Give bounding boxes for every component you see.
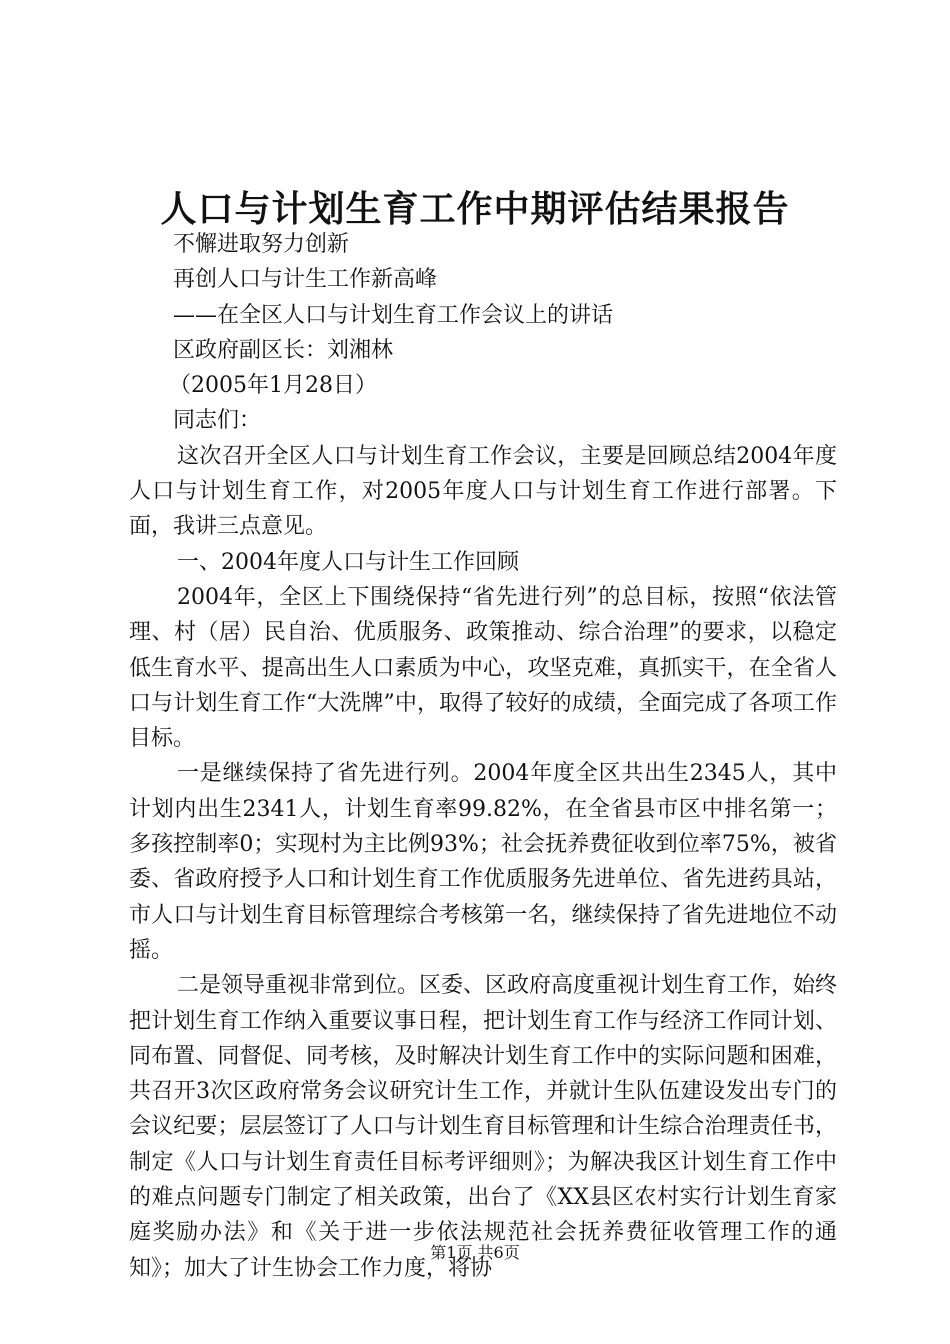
page-indicator: 第1页 共6页 — [430, 1243, 520, 1262]
document-title: 人口与计划生育工作中期评估结果报告 — [160, 188, 790, 230]
paragraph-overview: 2004年，全区上下围绕保持“省先进行列”的总目标，按照“依法管理、村（居）民自治、优质服务、政策推动、综合治理”的要求，以稳定低生育水平、提高出生人口素质为中心，攻坚克难，真抓实干，在全省人口与计划生育工作“大洗牌”中，取得了较好的成绩，全面完成了各项工作目标。 — [129, 584, 837, 752]
speaker-line: 区政府副区长：刘湘林 — [173, 337, 394, 363]
slogan-line-2: 再创人口与计生工作新高峰 — [173, 267, 438, 293]
document-body — [129, 227, 837, 1286]
paragraph-point-2: 二是领导重视非常到位。区委、区政府高度重视计划生育工作，始终把计划生育工作纳入重要议事日程，把计划生育工作与经济工作同计划、同布置、同督促、同考核，及时解决计划生育工作中的实际问题和困难，共召开3次区政府常务会议研究计生工作，并就计生队伍建设发出专门的会议纪要；层层签订了人口与计划生育目标管理和计生综合治理责任书，制定《人口与计划生育责任目标考评细则》；为解决我区计划生育工作中的难点问题专门制定了相关政策，出台了《XX县区农村实行计划生育家庭奖励办法》和《关于进一步依法规范社会抚养费征收管理工作的通知》；加大了计生协会工作力度，将协 — [129, 973, 838, 1281]
speech-subtitle: ——在全区人口与计划生育工作会议上的讲话 — [173, 302, 614, 328]
section-heading-1: 一、2004年度人口与计生工作回顾 — [177, 549, 519, 575]
slogan-line-1: 不懈进取努力创新 — [173, 232, 350, 257]
speech-date: （2005年1月28日） — [169, 373, 377, 399]
salutation: 同志们： — [173, 408, 262, 434]
paragraph-point-1: 一是继续保持了省先进行列。2004年度全区共出生2345人，其中计划内出生2341人，计划生育率99.82%，在全省县市区中排名第一；多孩控制率0；实现村为主比例93%；社会抚养费征收到位率75%，被省委、省政府授予人口和计划生育工作优质服务先进单位、省先进药具站，市人口与计划生育目标管理综合考核第一名，继续保持了省先进地位不动摇。 — [129, 761, 837, 963]
paragraph-intro: 这次召开全区人口与计划生育工作会议，主要是回顾总结2004年度人口与计划生育工作，对2005年度人口与计划生育工作进行部署。下面，我讲三点意见。 — [129, 443, 837, 540]
